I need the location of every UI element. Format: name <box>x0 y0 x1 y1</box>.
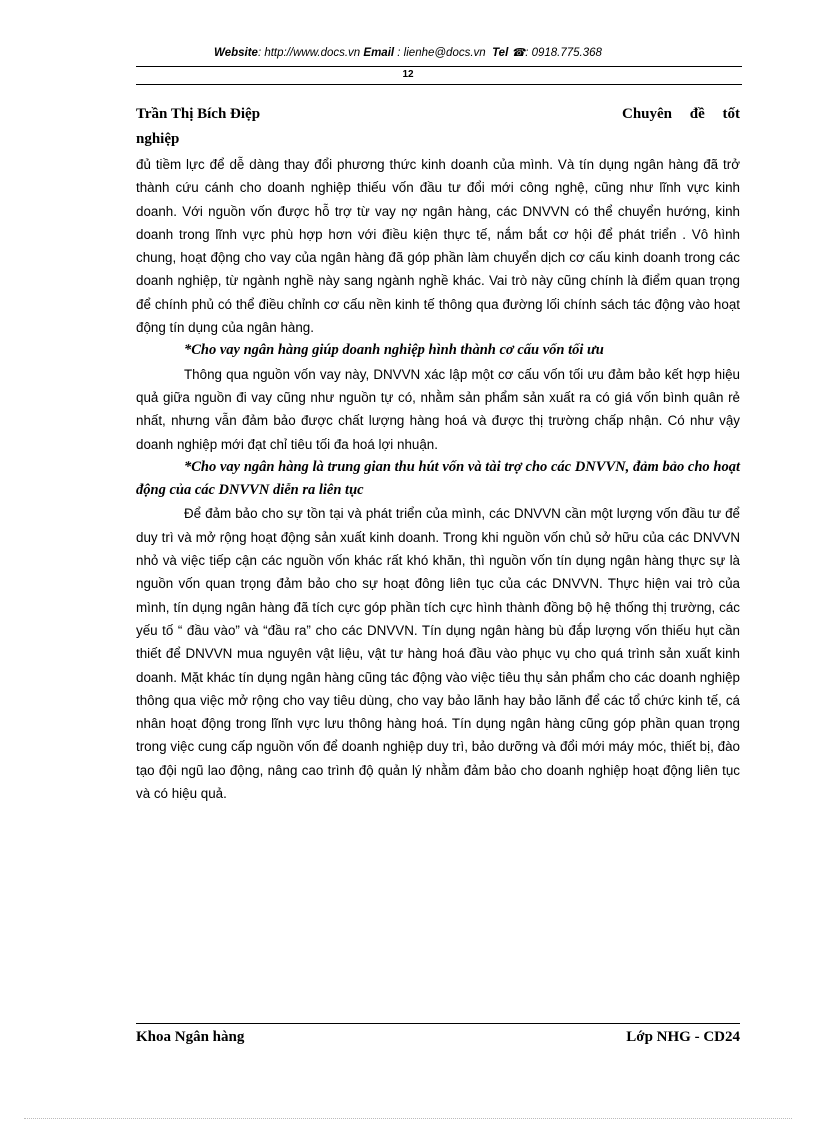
email-value[interactable]: : lienhe@docs.vn <box>397 47 486 59</box>
tel-value: : 0918.775.368 <box>525 47 602 59</box>
paragraph: Để đảm bảo cho sự tồn tại và phát triển của mình, các DNVVN cần một lượng vốn đầu tư để duy trì và mở rộng hoạt động sản xuất kinh doanh. Trong khi nguồn vốn chủ sở hữu của các DNVVN nhỏ và việc tiếp cận các nguồn vốn khác rất khó khăn, thì nguồn vốn tín dụng ngân hàng thực sự là nguồn vốn quan trọng đảm bảo cho sự hoạt đông liên tục của các DNVVN. Thực hiện vai trò của mình, tín dụng ngân hàng đã tích cực góp phần tích cực hình thành đồng bộ hệ thống thị trường, các yếu tố “ đầu vào” và “đầu ra” cho các DNVVN. Tín dụng ngân hàng bù đắp lượng vốn thiếu hụt cần thiết để DNVVN mua nguyên vật liệu, vật tư hàng hoá đầu vào phục vụ cho quá trình sản xuất kinh doanh. Mặt khác tín dụng ngân hàng cũng tác động vào việc tiêu thụ sản phẩm cho các doanh nghiệp thông qua việc mở rộng cho vay tiêu dùng, cho vay bảo lãnh hay bảo lãnh để các tổ chức kinh tế, cá nhân hoạt động trong lĩnh vực lưu thông hàng hoá. Tín dụng ngân hàng cũng góp phần quan trọng trong việc cung cấp nguồn vốn để doanh nghiệp duy trì, bảo dưỡng và đổi mới máy móc, thiết bị, đào tạo đội ngũ lao động, nâng cao trình độ quản lý nhằm đảm bảo cho doanh nghiệp hoạt động liên tục và có hiệu quả. <box>136 506 740 802</box>
section-heading: *Cho vay ngân hàng là trung gian thu hút vốn và tài trợ cho các DNVVN, đảm bảo cho hoạt động của các DNVVN diễn ra liên tục <box>136 458 740 499</box>
paragraph: Thông qua nguồn vốn vay này, DNVVN xác lập một cơ cấu vốn tối ưu đảm bảo kết hợp hiệu quả giữa nguồn đi vay cũng như nguồn tự có, nhằm sản phẩm sản xuất ra có giá vốn bình quân rẻ nhất, nhưng vẫn đảm bảo được chất lượng hàng hoá và được thị trường chấp nhận. Có như vậy doanh nghiệp mới đạt chỉ tiêu tối đa hoá lợi nhuận. <box>136 366 740 452</box>
phone-icon: ☎ <box>511 47 526 59</box>
footer-rule <box>136 1023 740 1024</box>
document-body <box>136 153 740 805</box>
site-info-bar <box>0 46 816 59</box>
website-url[interactable]: : http://www.docs.vn <box>257 47 361 59</box>
header-rule-2 <box>136 84 742 85</box>
page-edge <box>24 1118 792 1119</box>
email-label: Email <box>363 47 395 59</box>
paragraph: đủ tiềm lực để dễ dàng thay đổi phương thức kinh doanh của mình. Và tín dụng ngân hàng đã trở thành cứu cánh cho doanh nghiệp thiếu vốn đầu tư đổi mới công nghệ, cũng như lĩnh vực kinh doanh. Với nguồn vốn được hỗ trợ từ vay nợ ngân hàng, các DNVVN có thể chuyển hướng, kinh doanh trong lĩnh vực phù hợp hơn với điều kiện thực tế, nắm bắt cơ hội để phát triển . Vô hình chung, hoạt động cho vay của ngân hàng đã góp phần làm chuyển dịch cơ cấu kinh doanh trong các doanh nghiệp, từ ngành nghề này sang ngành nghề khác. Vai trò này cũng chính là điểm quan trọng để chính phủ có thể điều chỉnh cơ cấu nền kinh tế thông qua đường lối chính sách tác động vào hoạt động tín dụng của ngân hàng. <box>136 157 740 336</box>
footer-faculty: Khoa Ngân hàng <box>136 1029 245 1045</box>
page-number: 12 <box>402 69 414 80</box>
tel-label: Tel <box>492 47 509 59</box>
website-label: Website <box>214 47 258 59</box>
topic-title-cont: nghiệp <box>136 131 180 147</box>
topic-title: Chuyên đề tốt <box>621 106 740 122</box>
footer-class: Lớp NHG - CD24 <box>626 1029 740 1045</box>
author-name: Trần Thị Bích Điệp <box>136 106 261 122</box>
header-rule <box>136 66 742 67</box>
section-heading: *Cho vay ngân hàng giúp doanh nghiệp hình thành cơ cấu vốn tối ưu <box>184 342 604 359</box>
